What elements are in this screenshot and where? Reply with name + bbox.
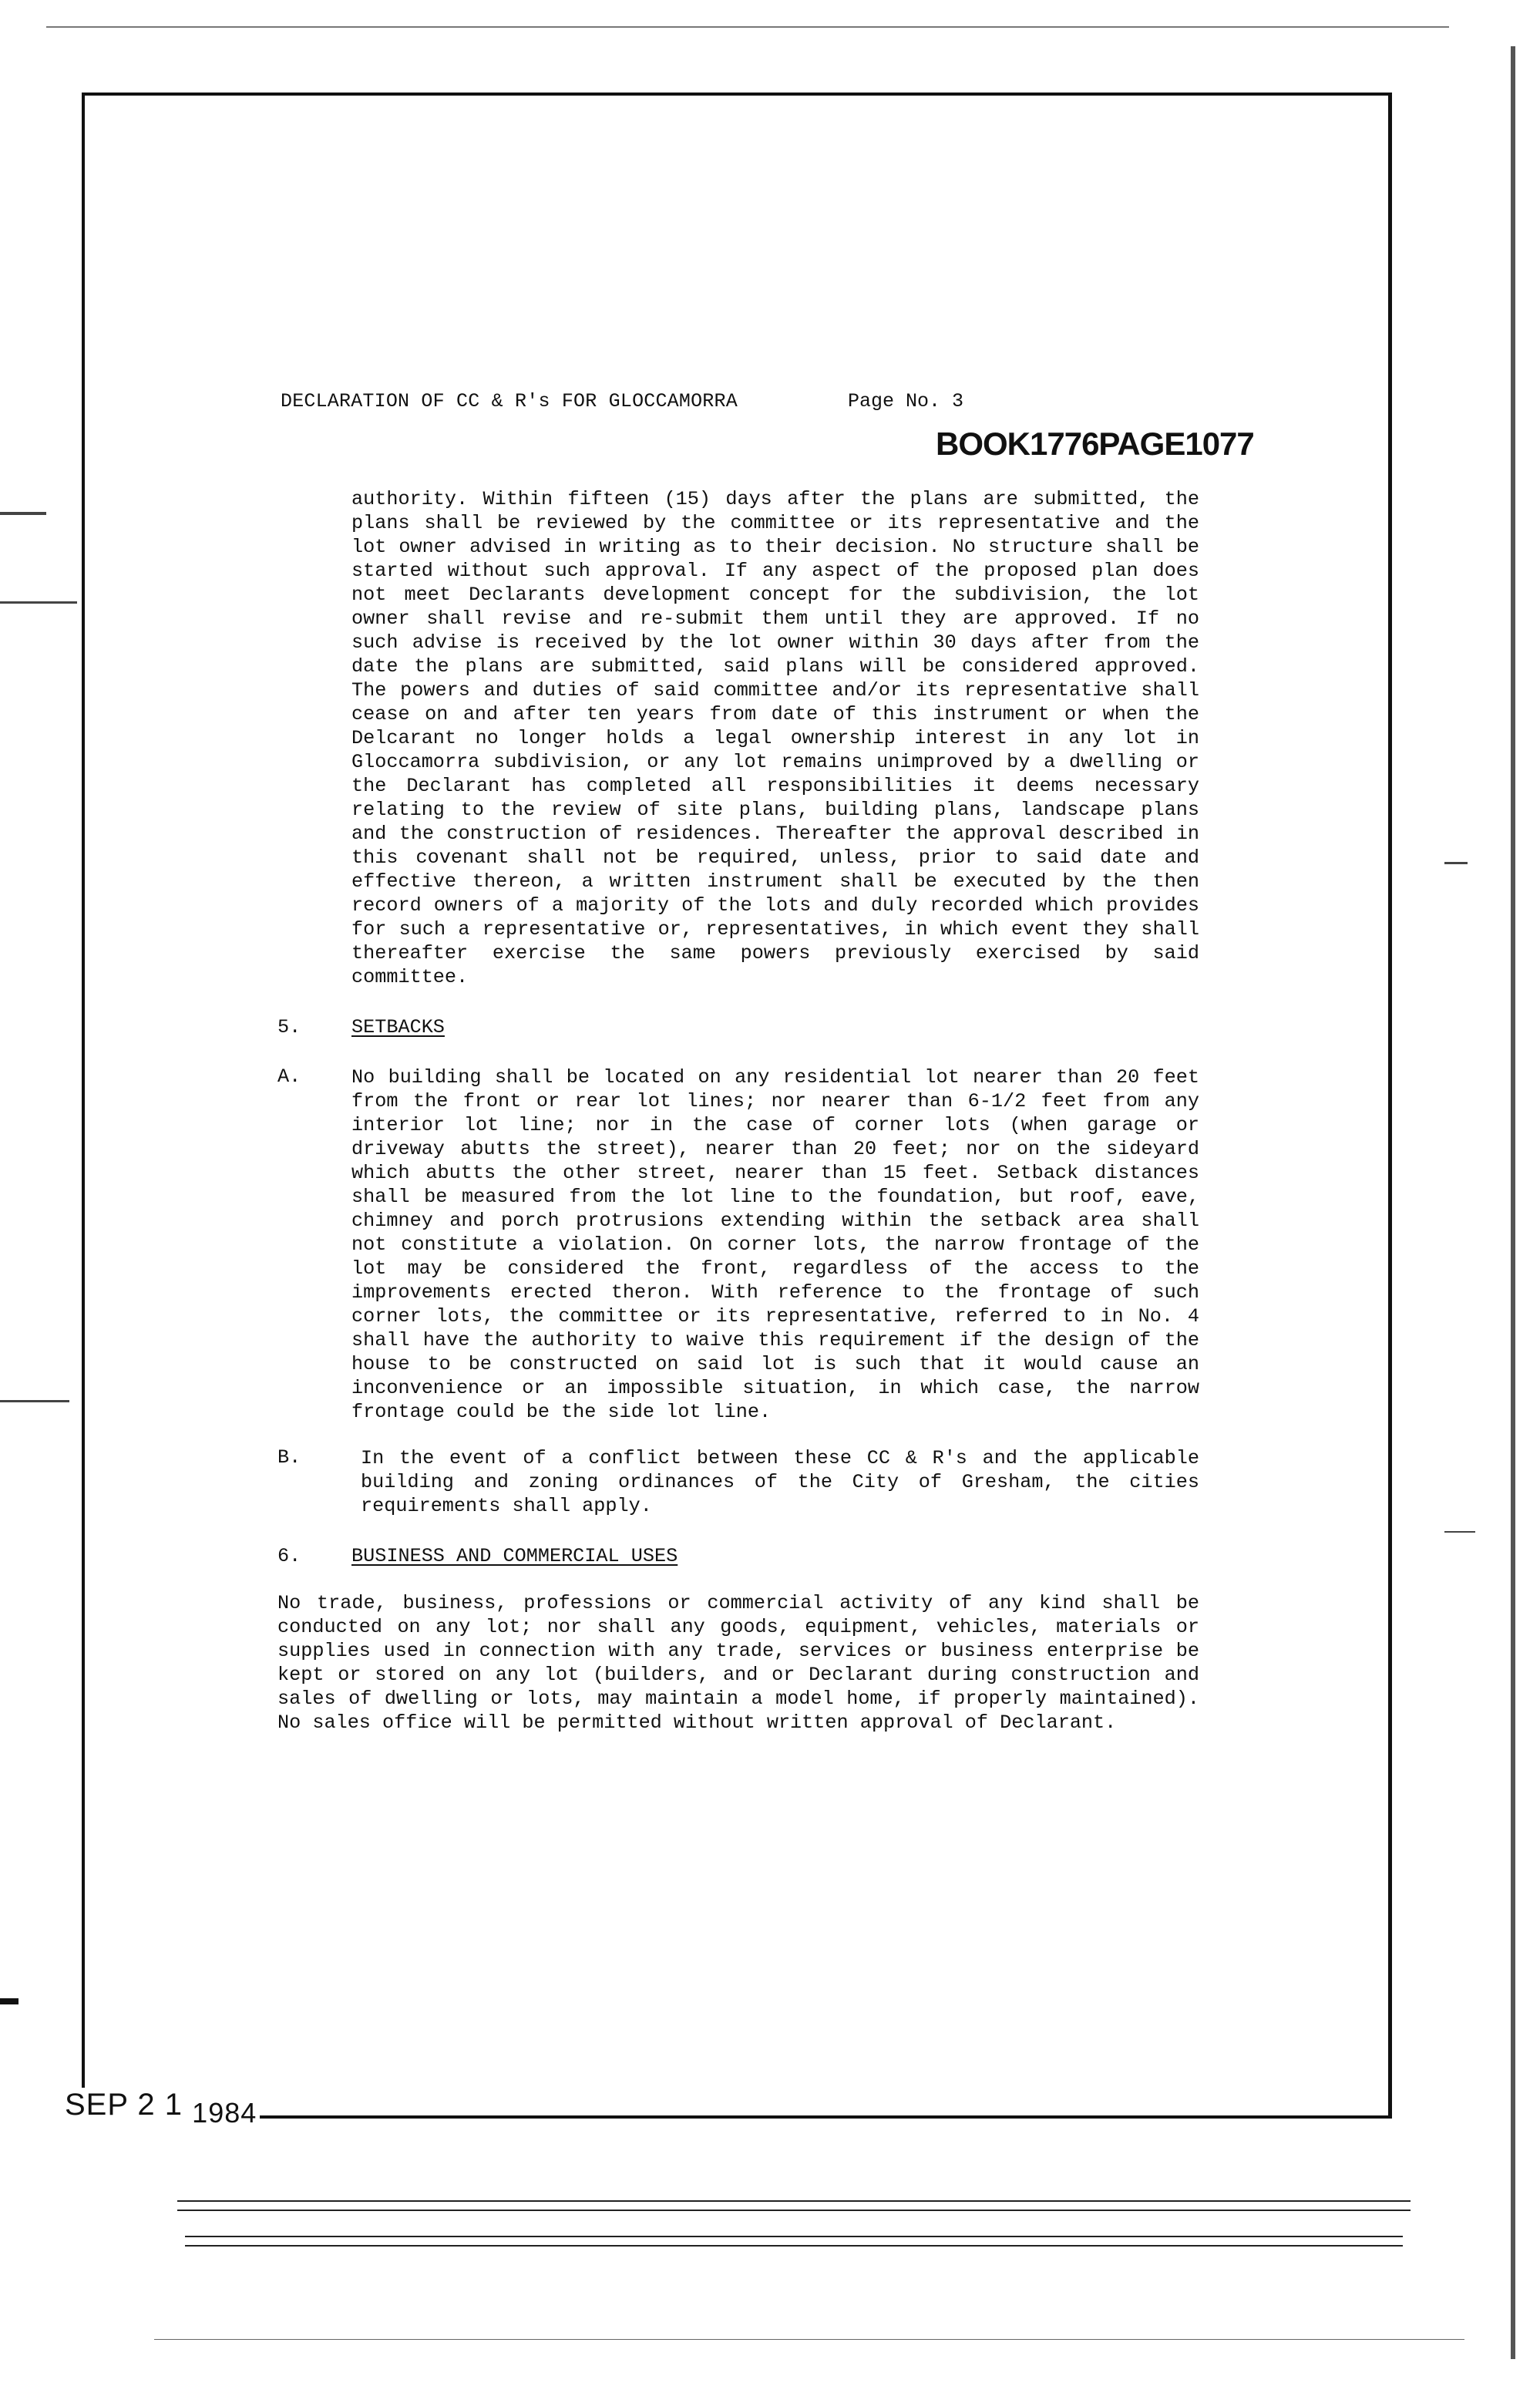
section5-number: 5. xyxy=(277,1016,301,1038)
scan-bottom-rule xyxy=(154,2339,1464,2340)
scan-margin-mark xyxy=(0,512,46,515)
scan-bottom-rule xyxy=(185,2236,1403,2237)
section6-number: 6. xyxy=(277,1545,301,1567)
date-stamp-month-day: SEP 2 1 xyxy=(65,2088,183,2122)
scan-edge-right xyxy=(1511,46,1515,2359)
page-number: Page No. 3 xyxy=(848,390,964,412)
section6-heading: BUSINESS AND COMMERCIAL USES xyxy=(351,1545,678,1567)
section5-itemB-label: B. xyxy=(277,1446,301,1469)
date-stamp-year: 1984 xyxy=(192,2097,257,2129)
scan-margin-mark xyxy=(1444,1531,1475,1533)
section5-itemB-text: In the event of a conflict between these CC & R's and the applicable building and zoning ordinances of the City of Gresham, the cities requirements shall apply. xyxy=(361,1447,1199,1517)
recording-date-stamp xyxy=(65,2088,260,2129)
scan-margin-mark xyxy=(1444,862,1468,864)
scan-margin-mark xyxy=(0,1998,18,2004)
scan-margin-mark xyxy=(0,1400,69,1402)
section5-heading: SETBACKS xyxy=(351,1016,445,1038)
scan-bottom-rule xyxy=(177,2210,1411,2211)
section5-itemA-label: A. xyxy=(277,1065,301,1088)
scan-margin-mark xyxy=(0,601,77,604)
section4-continued-paragraph: authority. Within fifteen (15) days after the plans are submitted, the plans shall be reviewed by the committee or its representative and the lot owner advised in writing as to their decision. No structure shall be started without such approval. If any aspect of the proposed plan does not meet Declarants development concept for the subdivision, the lot owner shall revise and re-submit them until they are approved. If no such advise is received by the lot owner within 30 days after from the date the plans are submitted, said plans will be considered approved. The powers and duties of said committee and/or its representative shall cease on and after ten years from date of this instrument or when the Delcarant no longer holds a legal ownership interest in any lot in Gloccamorra subdivision, or any lot remains unimproved by a dwelling or the Declarant has completed all responsibilities it deems necessary relating to the review of site plans, building plans, landscape plans and the construction of residences. Thereafter the approval described in this covenant shall not be required, unless, prior to said date and effective thereon, a written instrument shall be executed by the then record owners of a majority of the lots and duly recorded which provides for such a representative or, representatives, in which event they shall thereafter exercise the same powers previously exercised by said committee. xyxy=(351,488,1199,988)
book-page-stamp: BOOK1776PAGE1077 xyxy=(936,426,1254,462)
scan-bottom-rule xyxy=(177,2200,1411,2202)
scan-bottom-rule xyxy=(185,2245,1403,2247)
scan-edge-top xyxy=(46,26,1449,28)
section6-paragraph: No trade, business, professions or commercial activity of any kind shall be conducted on any lot; nor shall any goods, equipment, vehicles, materials or supplies used in connection with any trade, services or business enterprise be kept or stored on any lot (builders, and or Declarant during construction and sales of dwelling or lots, may maintain a model home, if properly maintained). No sales office will be permitted without written approval of Declarant. xyxy=(277,1592,1199,1734)
document-title: DECLARATION OF CC & R's FOR GLOCCAMORRA xyxy=(281,390,738,412)
section5-itemA-text: No building shall be located on any residential lot nearer than 20 feet from the front or rear lot lines; nor nearer than 6-1/2 feet from any interior lot line; nor in the case of corner lots (when garage or driveway abutts the street), nearer than 20 feet; nor on the sideyard which abutts the other street, nearer than 15 feet. Setback distances shall be measured from the lot line to the foundation, but roof, eave, chimney and porch protrusions extending within the setback area shall not constitute a violation. On corner lots, the narrow frontage of the lot may be considered the front, regardless of the access to the improvements erected theron. With reference to the frontage of such corner lots, the committee or its representative, referred to in No. 4 shall have the authority to waive this requirement if the design of the house to be constructed on said lot is such that it would cause an inconvenience or an impossible situation, in which case, the narrow frontage could be the side lot line. xyxy=(351,1066,1199,1423)
